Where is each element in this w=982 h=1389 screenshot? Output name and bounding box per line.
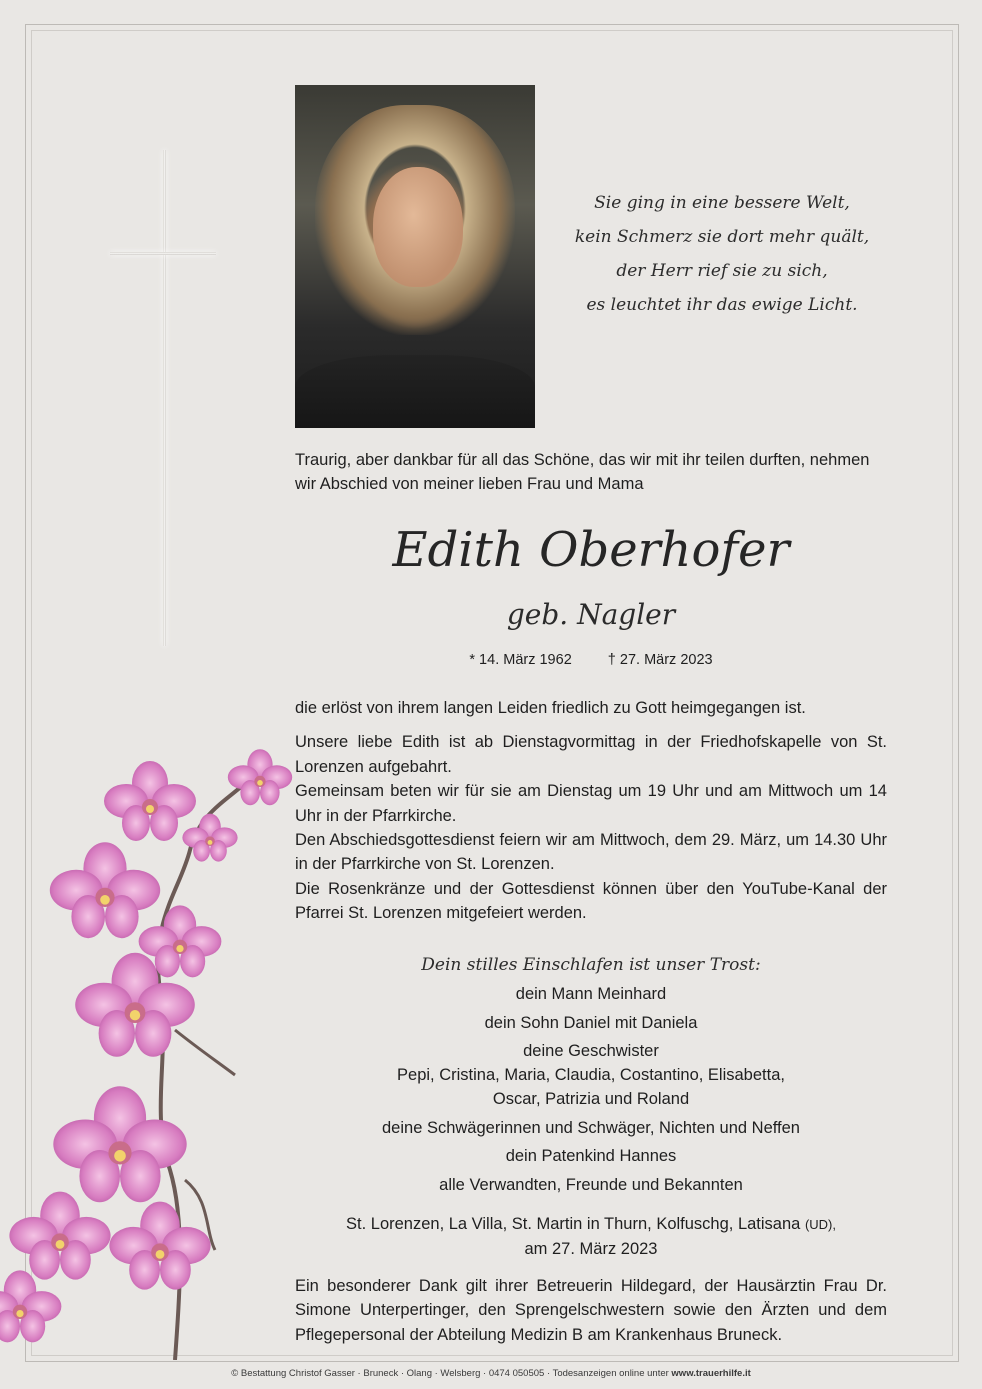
body-paragraph: die erlöst von ihrem langen Leiden friedlich zu Gott heimgegangen ist.: [295, 699, 806, 717]
poem-line: Sie ging in eine bessere Welt,: [594, 193, 850, 213]
mourner-line: alle Verwandten, Freunde und Bekannten: [439, 1175, 743, 1194]
mourner-line: dein Sohn Daniel mit Daniela: [484, 1013, 698, 1032]
death-date: † 27. März 2023: [607, 652, 713, 668]
intro-text: Traurig, aber dankbar für all das Schöne, das wir mit ihr teilen durften, nehmen wir Abschied von meiner lieben Frau und Mama: [295, 451, 870, 493]
footer: [0, 1368, 982, 1380]
footer-text: © Bestattung Christof Gasser · Bruneck · Olang · Welsberg · 0474 050505 · Todesanzeigen online unter: [231, 1368, 669, 1379]
cross-bar: [110, 252, 216, 255]
consolation-line: Dein stilles Einschlafen ist unser Trost:: [421, 955, 761, 975]
mourners-list: [295, 982, 887, 1197]
footer-link[interactable]: www.trauerhilfe.it: [671, 1368, 751, 1379]
body-paragraph: Gemeinsam beten wir für sie am Dienstag um 19 Uhr und am Mittwoch um 14 Uhr in der Pfarrkirche.: [295, 782, 887, 825]
body-paragraph: Den Abschiedsgottesdienst feiern wir am Mittwoch, dem 29. März, um 14.30 Uhr in der Pfarrkirche von St. Lorenzen.: [295, 831, 887, 874]
mourner-line: dein Mann Meinhard: [515, 985, 667, 1003]
cross-icon: [163, 150, 166, 646]
poem-line: kein Schmerz sie dort mehr quält,: [574, 227, 870, 247]
place-and-date: [295, 1212, 887, 1261]
mourner-line: Oscar, Patrizia und Roland: [492, 1090, 690, 1108]
portrait-photo: [295, 85, 535, 428]
body-paragraph: Unsere liebe Edith ist ab Dienstagvormittag in der Friedhofskapelle von St. Lorenzen aufgebahrt.: [295, 733, 887, 776]
poem-line: es leuchtet ihr das ewige Licht.: [586, 295, 858, 315]
deceased-name: Edith Oberhofer: [392, 522, 790, 578]
orchid-icon: [0, 730, 300, 1360]
mourner-line: deine Geschwister: [523, 1042, 659, 1060]
life-dates: [295, 650, 887, 670]
announcement-body: [295, 696, 887, 926]
body-paragraph: Die Rosenkränze und der Gottesdienst können über den YouTube-Kanal der Pfarrei St. Lorenzen mitgefeiert werden.: [295, 879, 887, 923]
photo-shirt: [295, 355, 535, 428]
mourner-line: Pepi, Cristina, Maria, Claudia, Costantino, Elisabetta,: [397, 1066, 785, 1084]
place-line: [295, 1212, 887, 1237]
poem-line: der Herr rief sie zu sich,: [616, 261, 828, 281]
mourner-line: deine Schwägerinnen und Schwäger, Nichten und Neffen: [382, 1118, 800, 1137]
place-suffix: (UD),: [804, 1217, 836, 1232]
photo-face: [373, 167, 463, 287]
mourner-line: dein Patenkind Hannes: [505, 1147, 677, 1165]
thanks-text: Ein besonderer Dank gilt ihrer Betreuerin Hildegard, der Hausärztin Frau Dr. Simone Unterpertinger, den Sprengelschwestern sowie den Ärzten und dem Pflegepersonal der Abteilung Medizin B am Krankenhaus Bruneck.: [295, 1277, 887, 1344]
place-names: St. Lorenzen, La Villa, St. Martin in Thurn, Kolfuschg, Latisana: [346, 1215, 801, 1233]
date-line: am 27. März 2023: [524, 1240, 658, 1258]
birth-date: * 14. März 1962: [469, 652, 572, 668]
poem: [572, 186, 872, 322]
maiden-name: geb. Nagler: [506, 598, 676, 631]
